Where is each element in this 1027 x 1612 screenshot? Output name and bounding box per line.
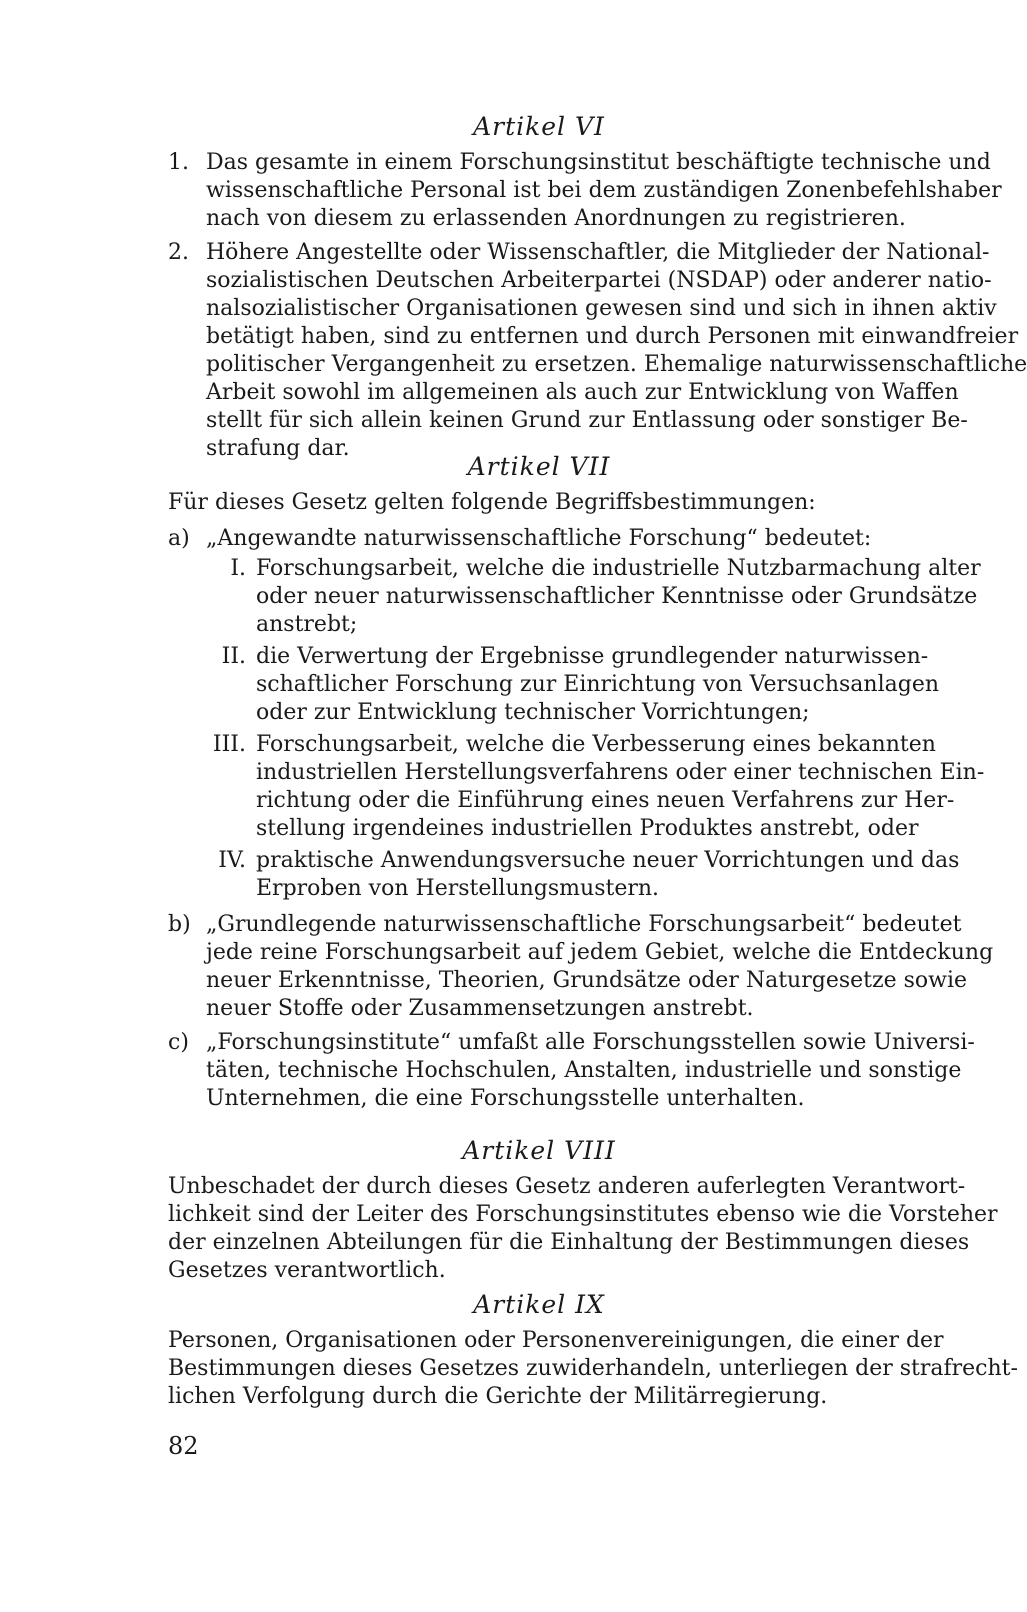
- article-6-item-2: [168, 239, 1027, 463]
- text-line: Erproben von Herstellungsmustern.: [256, 876, 660, 901]
- text-line: Bestimmungen dieses Gesetzes zuwiderhandeln, unterliegen der strafrecht-: [168, 1356, 1018, 1381]
- definition-a: [168, 525, 985, 903]
- article-8: [168, 1136, 998, 1285]
- text-line: industriellen Herstellungsverfahrens oder einer technischen Ein-: [256, 760, 985, 785]
- item-marker: b): [168, 912, 191, 937]
- text-line: nalsozialistischer Organisationen gewesen sind und sich in ihnen aktiv: [206, 296, 997, 321]
- definition-a-sub-3: [212, 731, 985, 843]
- text-line: lichen Verfolgung durch die Gerichte der Militärregierung.: [168, 1384, 828, 1409]
- article-7-heading: Artikel VII: [467, 452, 611, 481]
- item-marker: c): [168, 1030, 189, 1055]
- article-9-heading: Artikel IX: [473, 1290, 605, 1319]
- article-6-item-1: [168, 149, 1002, 233]
- text-line: Arbeit sowohl im allgemeinen als auch zur Entwicklung von Waffen: [206, 380, 959, 405]
- text-line: stellt für sich allein keinen Grund zur Entlassung oder sonstiger Be-: [206, 408, 968, 433]
- item-marker: I.: [230, 556, 246, 581]
- text-line: Unbeschadet der durch dieses Gesetz anderen auferlegten Verantwort-: [168, 1174, 966, 1199]
- article-7-intro: Für dieses Gesetz gelten folgende Begriffsbestimmungen:: [168, 490, 816, 515]
- text-line: neuer Stoffe oder Zusammensetzungen anstrebt.: [206, 996, 754, 1021]
- text-line: nach von diesem zu erlassenden Anordnungen zu registrieren.: [206, 206, 906, 231]
- article-6-heading: Artikel VI: [473, 112, 605, 141]
- text-line: oder zur Entwicklung technischer Vorrichtungen;: [256, 700, 810, 725]
- text-line: jede reine Forschungsarbeit auf jedem Gebiet, welche die Entdeckung: [206, 940, 994, 965]
- item-marker: 1.: [168, 150, 189, 175]
- text-line: lichkeit sind der Leiter des Forschungsinstitutes ebenso wie die Vorsteher: [168, 1202, 998, 1227]
- text-line: stellung irgendeines industriellen Produktes anstrebt, oder: [256, 816, 919, 841]
- text-line: strafung dar.: [206, 436, 350, 461]
- text-line: der einzelnen Abteilungen für die Einhaltung der Bestimmungen dieses: [168, 1230, 970, 1255]
- item-marker: III.: [212, 732, 246, 757]
- definition-a-sub-4: [218, 847, 960, 903]
- text-line: Forschungsarbeit, welche die Verbesserung eines bekannten: [256, 732, 936, 757]
- text-line: richtung oder die Einführung eines neuen Verfahrens zur Her-: [256, 788, 955, 813]
- text-line: Unternehmen, die eine Forschungsstelle unterhalten.: [206, 1086, 805, 1111]
- text-line: Höhere Angestellte oder Wissenschaftler, die Mitglieder der National-: [206, 240, 990, 265]
- text-line: wissenschaftliche Personal ist bei dem zuständigen Zonenbefehlshaber: [206, 178, 1002, 203]
- text-line: schaftlicher Forschung zur Einrichtung von Versuchsanlagen: [256, 672, 940, 697]
- text-line: Das gesamte in einem Forschungsinstitut beschäftigte technische und: [206, 150, 991, 175]
- text-line: politischer Vergangenheit zu ersetzen. Ehemalige naturwissenschaftliche: [206, 352, 1027, 377]
- text-line: betätigt haben, sind zu entfernen und durch Personen mit einwandfreier: [206, 324, 1019, 349]
- text-line: „Forschungsinstitute“ umfaßt alle Forschungsstellen sowie Universi-: [206, 1030, 975, 1055]
- text-line: täten, technische Hochschulen, Anstalten, industrielle und sonstige: [206, 1058, 962, 1083]
- item-marker: IV.: [218, 848, 246, 873]
- definition-a-sub-1: [230, 555, 981, 639]
- text-line: sozialistischen Deutschen Arbeiterpartei (NSDAP) oder anderer natio-: [206, 268, 992, 293]
- text-line: „Grundlegende naturwissenschaftliche Forschungsarbeit“ bedeutet: [206, 912, 962, 937]
- text-line: oder neuer naturwissenschaftlicher Kenntnisse oder Grundsätze: [256, 584, 978, 609]
- text-line: „Angewandte naturwissenschaftliche Forschung“ bedeutet:: [206, 526, 872, 551]
- text-line: Personen, Organisationen oder Personenvereinigungen, die einer der: [168, 1328, 944, 1353]
- text-line: neuer Erkenntnisse, Theorien, Grundsätze oder Naturgesetze sowie: [206, 968, 968, 993]
- article-6: [168, 112, 1027, 463]
- page-number: 82: [168, 1432, 199, 1460]
- definition-a-sub-2: [221, 643, 940, 727]
- article-8-heading: Artikel VIII: [462, 1136, 616, 1165]
- article-9: [168, 1290, 1018, 1411]
- definition-b: [168, 911, 994, 1023]
- item-marker: II.: [221, 644, 246, 669]
- text-line: Gesetzes verantwortlich.: [168, 1258, 446, 1283]
- item-marker: a): [168, 526, 190, 551]
- text-line: anstrebt;: [256, 612, 358, 637]
- text-line: praktische Anwendungsversuche neuer Vorrichtungen und das: [256, 848, 960, 873]
- item-marker: 2.: [168, 240, 189, 265]
- article-7: [168, 452, 994, 1113]
- definition-c: [168, 1029, 975, 1113]
- text-line: Forschungsarbeit, welche die industrielle Nutzbarmachung alter: [256, 556, 981, 581]
- text-line: die Verwertung der Ergebnisse grundlegender naturwissen-: [256, 644, 929, 669]
